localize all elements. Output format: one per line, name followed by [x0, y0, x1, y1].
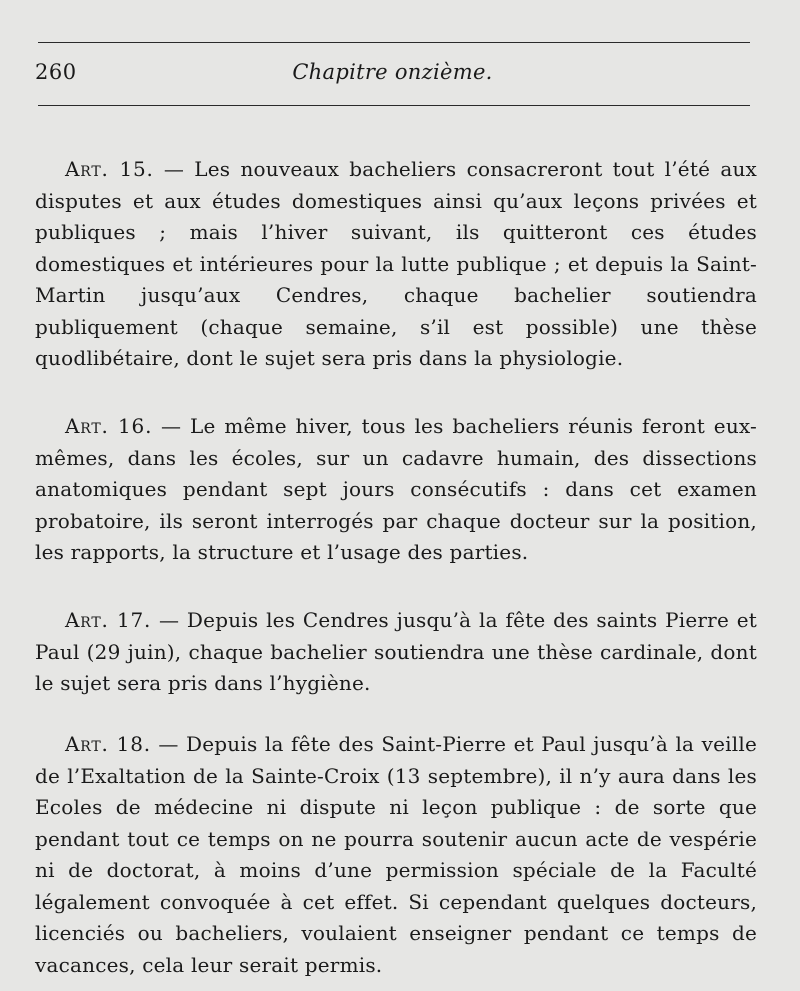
article-label: Art. 18.	[65, 732, 151, 756]
article-17	[35, 605, 757, 700]
article-text: — Le même hiver, tous les bacheliers réunis feront eux-mêmes, dans les écoles, sur un cadavre humain, des dissections anatomiques pendant sept jours consécutifs : dans cet examen probatoire, ils seront interrogés par chaque docteur sur la position, les rapports, la structure et l’usage des parties.	[35, 414, 757, 564]
article-label: Art. 17.	[65, 608, 152, 632]
article-text: — Depuis les Cendres jusqu’à la fête des saints Pierre et Paul (29 juin), chaque bachelier soutiendra une thèse cardinale, dont le sujet sera pris dans l’hygiène.	[35, 608, 758, 695]
header-top-rule	[38, 42, 750, 43]
header-bottom-rule	[38, 105, 750, 106]
running-title: Chapitre onzième.	[292, 60, 493, 84]
article-18	[35, 729, 757, 981]
article-label: Art. 15.	[65, 157, 154, 181]
article-label: Art. 16.	[65, 414, 153, 438]
page-number: 260	[35, 60, 77, 84]
article-text: — Depuis la fête des Saint-Pierre et Paul jusqu’à la veille de l’Exaltation de la Sainte-Croix (13 septembre), il n’y aura dans les Ecoles de médecine ni dispute ni leçon publique : de sorte que pendant tout ce temps on ne pourra soutenir aucun acte de vespérie ni de doctorat, à moins d’une permission spéciale de la Faculté légalement convoquée à cet effet. Si cependant quelques docteurs, licenciés ou bacheliers, voulaient enseigner pendant ce temps de vacances, cela leur serait permis.	[35, 732, 757, 977]
article-text: — Les nouveaux bacheliers consacreront tout l’été aux disputes et aux études domestiques ainsi qu’aux leçons privées et publiques ; mais l’hiver suivant, ils quitteront ces études domestiques et intérieures pour la lutte publique ; et depuis la Saint-Martin jusqu’aux Cendres, chaque bachelier soutiendra publiquement (chaque semaine, s’il est possible) une thèse quodlibétaire, dont le sujet sera pris dans la physiologie.	[35, 157, 758, 370]
article-15	[35, 154, 757, 375]
page-header	[35, 60, 750, 92]
article-16	[35, 411, 757, 569]
